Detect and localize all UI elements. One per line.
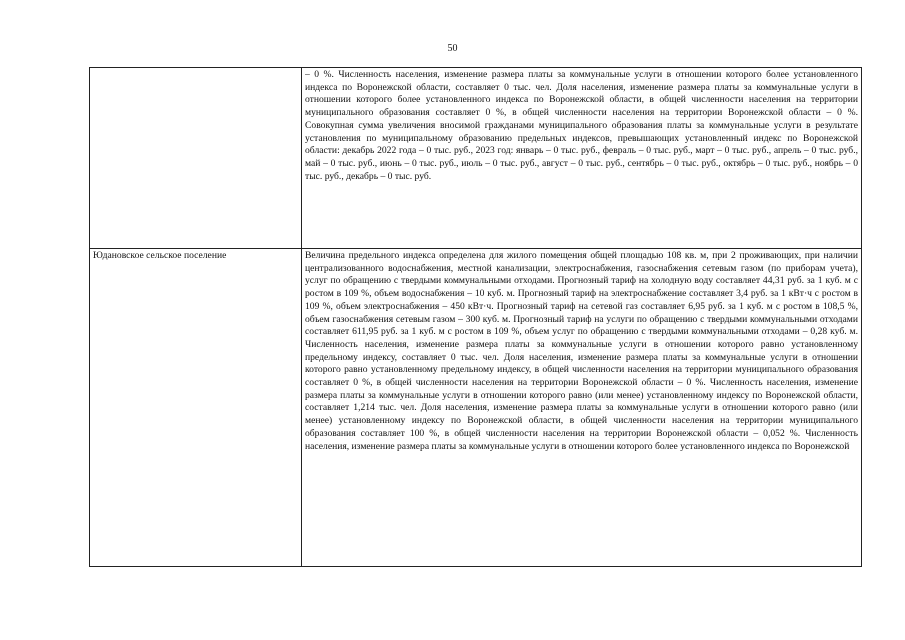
municipality-name-cell [90, 249, 302, 567]
municipality-name-cell [90, 68, 302, 249]
table-row [90, 68, 862, 249]
table-row [90, 249, 862, 567]
page-number: 50 [447, 43, 458, 54]
description-cell [302, 249, 862, 567]
document-table [89, 67, 862, 567]
description-cell [302, 68, 862, 249]
description-text: Величина предельного индекса определена для жилого помещения общей площадью 108 кв. м, при 2 проживающих, при наличии централизованного водоснабжения, местной канализации, электроснабжения, газоснабжения сетевым газом (по приборам учета), услуг по обращению с твердыми коммунальными отходами. Прогнозный тариф на холодную воду составляет 44,31 руб. за 1 куб. м с ростом в 109 %, объем водоснабжения – 10 куб. м. Прогнозный тариф на электроснабжение составляет 3,4 руб. за 1 кВт·ч с ростом в 109 %, объем электроснабжения – 450 кВт·ч. Прогнозный тариф на сетевой газ составляет 6,95 руб. за 1 куб. м с ростом в 108,5 %, объем газоснабжения сетевым газом – 300 куб. м. Прогнозный тариф на услуги по обращению с твердыми коммунальными отходами составляет 611,95 руб. за 1 куб. м с ростом в 109 %, объем услуг по обращению с твердыми коммунальными отходами – 0,28 куб. м. Численность населения, изменение размера платы за коммунальные услуги в отношении которого равно установленному предельному индексу, составляет 0 тыс. чел. Доля населения, изменение размера платы за коммунальные услуги в отношении которого равно установленному предельному индексу, в общей численности населения на территории муниципального образования составляет 0 %, в общей численности населения на территории Воронежской области – 0 %. Численность населения, изменение размера платы за коммунальные услуги в отношении которого равно (или менее) установленному индексу по Воронежской области, составляет 1,214 тыс. чел. Доля населения, изменение размера платы за коммунальные услуги в отношении которого равно (или менее) установленному индексу по Воронежской области, в общей численности населения на территории муниципального образования составляет 100 %, в общей численности населения на территории Воронежской области – 0,052 %. Численность населения, изменение размера платы за коммунальные услуги в отношении которого более установленного индекса по Воронежской [305, 250, 858, 452]
description-text: – 0 %. Численность населения, изменение размера платы за коммунальные услуги в отношении которого более установленного индекса по Воронежской области, составляет 0 тыс. чел. Доля населения, изменение размера платы за коммунальные услуги в отношении которого более установленного индекса по Воронежской области, в общей численности населения на территории муниципального образования составляет 0 %, в общей численности населения на территории Воронежской области – 0 %. Совокупная сумма увеличения вносимой гражданами муниципального образования платы за коммунальные услуги в результате установления по муниципальному образованию предельных индексов, превышающих установленный индекс по Воронежской области: декабрь 2022 года – 0 тыс. руб., 2023 год: январь – 0 тыс. руб., февраль – 0 тыс. руб., март – 0 тыс. руб., апрель – 0 тыс. руб., май – 0 тыс. руб., июнь – 0 тыс. руб., июль – 0 тыс. руб., август – 0 тыс. руб., сентябрь – 0 тыс. руб., октябрь – 0 тыс. руб., ноябрь – 0 тыс. руб., декабрь – 0 тыс. руб. [305, 69, 858, 182]
municipality-name: Юдановское сельское поселение [93, 250, 227, 261]
